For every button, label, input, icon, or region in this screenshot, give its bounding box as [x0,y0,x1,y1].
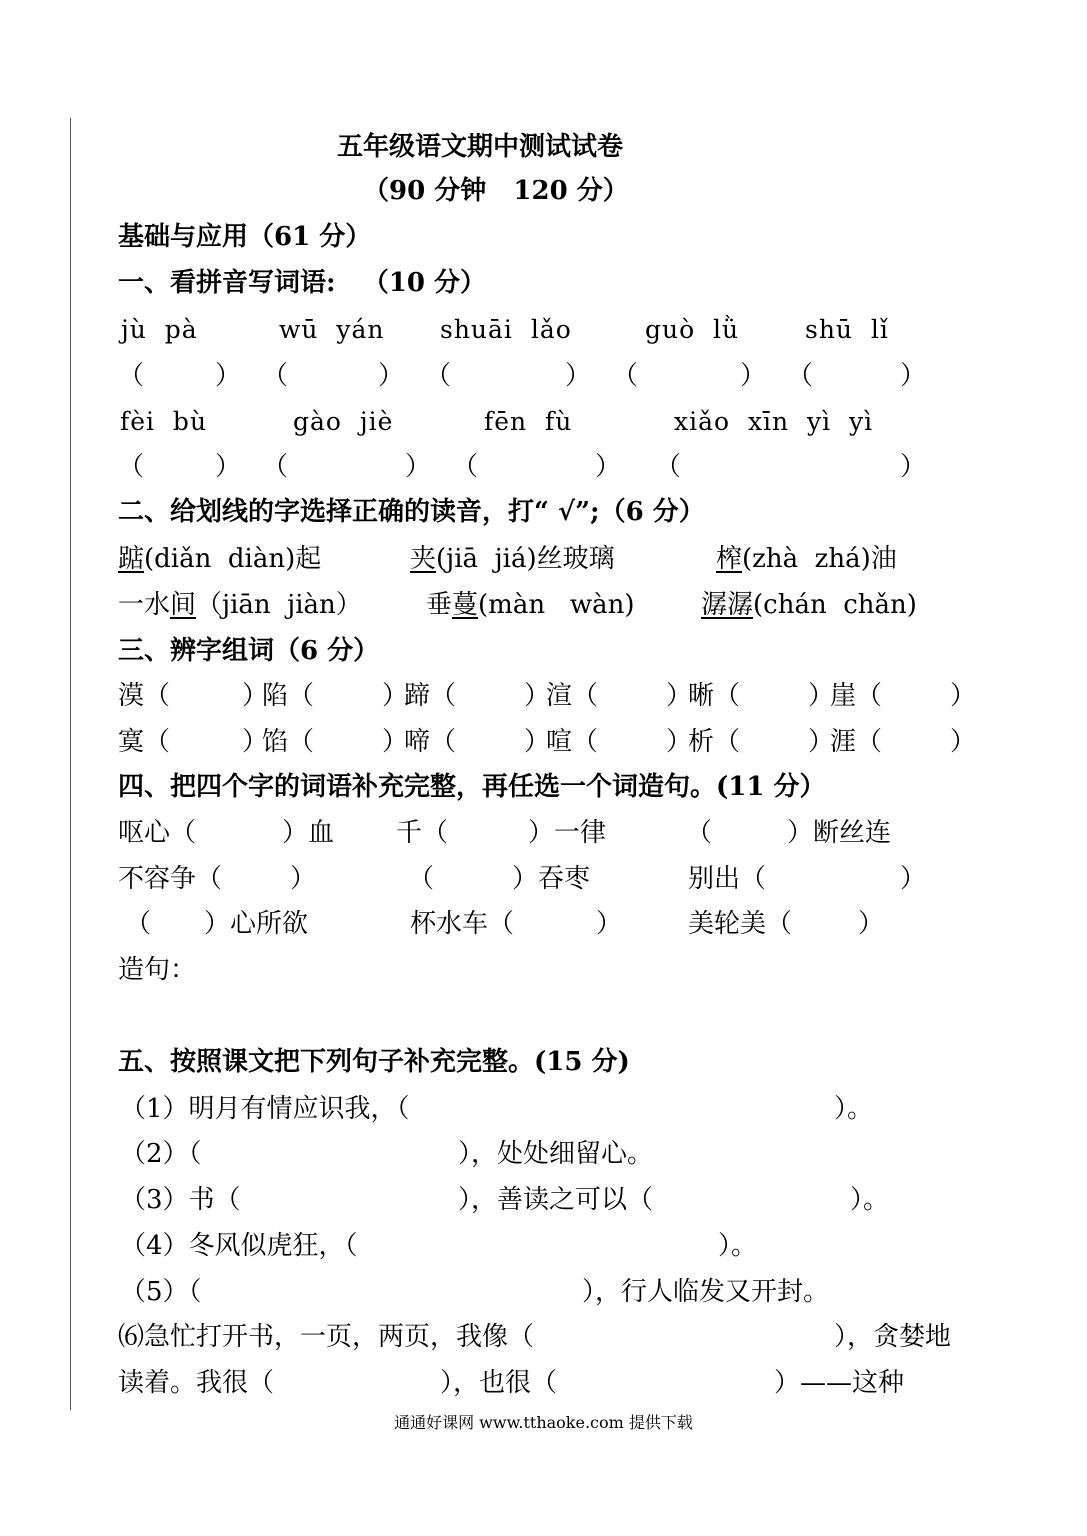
fill-item-1: （1）明月有情应识我，（ ）。 [120,1094,874,1124]
paren-close: ） [595,452,622,482]
char-group: 涯（ ） [830,727,977,757]
char: 涯 [830,727,857,757]
reading-options: （jiān jiàn） [196,590,362,620]
paren-open: （ [655,452,682,482]
char: 晰 [688,681,715,711]
char: 馅 [262,727,289,757]
pinyin-3: shuāi lǎo [440,315,572,344]
margin-line [70,118,71,1410]
pinyin-8: fēn fù [484,407,573,436]
underlined-char: 蔓 [452,590,479,620]
fill-item-2: （2）（ ），处处细留心。 [120,1139,654,1169]
idiom-part: ） [290,864,317,894]
char-group: 陷（ ） [262,681,409,711]
sentence-label: 造句： [118,955,197,985]
char: 啼 [404,727,431,757]
paren-close: ） [215,452,242,482]
idiom-part: ）断丝连 [787,818,892,848]
paren-open: （ [118,361,145,391]
reading-options: (diǎn diàn)起 [144,544,322,574]
char: 崖 [830,681,857,711]
underlined-char: 榨 [716,544,743,574]
reading-options: (jiā jiá)丝玻璃 [436,544,615,574]
paren-open: （ [262,361,289,391]
fill-item-6: ⑹急忙打开书，一页，两页，我像（ ），贪婪地 [118,1322,952,1352]
pinyin-7: gào jiè [293,407,394,436]
pinyin-9: xiǎo xīn yì yì [674,407,874,436]
question-4-heading: 四、把四个字的词语补充完整，再任选一个词造句。(11 分） [118,772,826,802]
pinyin-2: wū yán [279,315,385,344]
page-title: 五年级语文期中测试试卷 [337,132,624,162]
char-group: 寞（ ） [118,727,269,757]
char: 渲 [546,681,573,711]
char-group: 蹄（ ） [404,681,551,711]
char: 寞 [118,727,145,757]
reading-options: (màn wàn) [478,590,635,620]
paren-open: （ [612,361,639,391]
question-3-heading: 三、辨字组词（6 分） [118,636,380,666]
fill-item-7: 读着。我很（ ），也很（ ）——这种 [118,1368,905,1398]
idiom-part: 美轮美（ [688,909,793,939]
reading-options: (zhà zhá)油 [742,544,897,574]
char-group: 崖（ ） [830,681,977,711]
idiom-part: ）一律 [528,818,607,848]
paren-close: ） [215,361,242,391]
reading-prefix: 垂 [426,590,453,620]
char: 陷 [262,681,289,711]
idiom-part: ）血 [282,818,335,848]
char-group: 析（ ） [688,727,835,757]
paren-open: （ [787,361,814,391]
fill-item-3: （3）书（ ），善读之可以（ ）。 [120,1185,890,1215]
pinyin-5: shū lǐ [805,315,889,344]
page-subtitle: （90 分钟 120 分） [363,176,629,206]
idiom-part: （ [125,909,152,939]
reading-item [118,544,321,574]
paren-open: （ [118,452,145,482]
paren-open: （ [262,452,289,482]
char: 析 [688,727,715,757]
char-group: 漠（ ） [118,681,269,711]
underlined-char: 踮 [118,544,145,574]
char: 喧 [546,727,573,757]
question-1-heading: 一、看拼音写词语: （10 分） [118,268,486,298]
char: 蹄 [404,681,431,711]
reading-item [426,590,635,620]
reading-item [716,544,897,574]
idiom-part: （ [686,818,713,848]
idiom-part: （ [408,864,435,894]
char-group: 喧（ ） [546,727,693,757]
reading-prefix: 一水 [118,590,171,620]
underlined-char: 潺潺 [701,590,754,620]
paren-close: ） [405,452,432,482]
idiom-part: ）吞枣 [512,864,591,894]
pinyin-1: jù pà [121,315,198,344]
fill-item-5: （5）（ ），行人临发又开封。 [120,1277,830,1307]
idiom-part: 呕心（ [118,818,197,848]
char-group: 馅（ ） [262,727,409,757]
footer-text: 通通好课网 www.tthaoke.com 提供下载 [394,1413,693,1432]
pinyin-4: guò lǜ [645,315,740,344]
paren-close: ） [900,452,927,482]
reading-item [701,590,917,620]
idiom-part: 千（ [396,818,449,848]
char: 漠 [118,681,145,711]
char-group: 晰（ ） [688,681,835,711]
underlined-char: 间 [170,590,197,620]
reading-options: (chán chǎn) [753,590,917,620]
paren-open: （ [452,452,479,482]
question-2-heading: 二、给划线的字选择正确的读音，打“ √”;（6 分） [118,497,705,527]
section-heading: 基础与应用（61 分） [118,222,372,252]
char-group: 啼（ ） [404,727,551,757]
paren-close: ） [565,361,592,391]
reading-item [410,544,615,574]
idiom-part: 别出（ [688,864,767,894]
paren-close: ） [740,361,767,391]
idiom-part: ） [900,864,927,894]
idiom-part: ） [596,909,623,939]
char-group: 渲（ ） [546,681,693,711]
idiom-part: ）心所欲 [204,909,309,939]
paren-close: ） [900,361,927,391]
idiom-part: 不容争（ [118,864,223,894]
paren-open: （ [425,361,452,391]
fill-item-4: （4）冬风似虎狂，（ ）。 [120,1231,758,1261]
paren-close: ） [378,361,405,391]
idiom-part: ） [858,909,885,939]
reading-item [118,590,362,620]
idiom-part: 杯水车（ [410,909,515,939]
underlined-char: 夹 [410,544,437,574]
pinyin-6: fèi bù [120,407,208,436]
question-5-heading: 五、按照课文把下列句子补充完整。(15 分) [118,1047,630,1077]
